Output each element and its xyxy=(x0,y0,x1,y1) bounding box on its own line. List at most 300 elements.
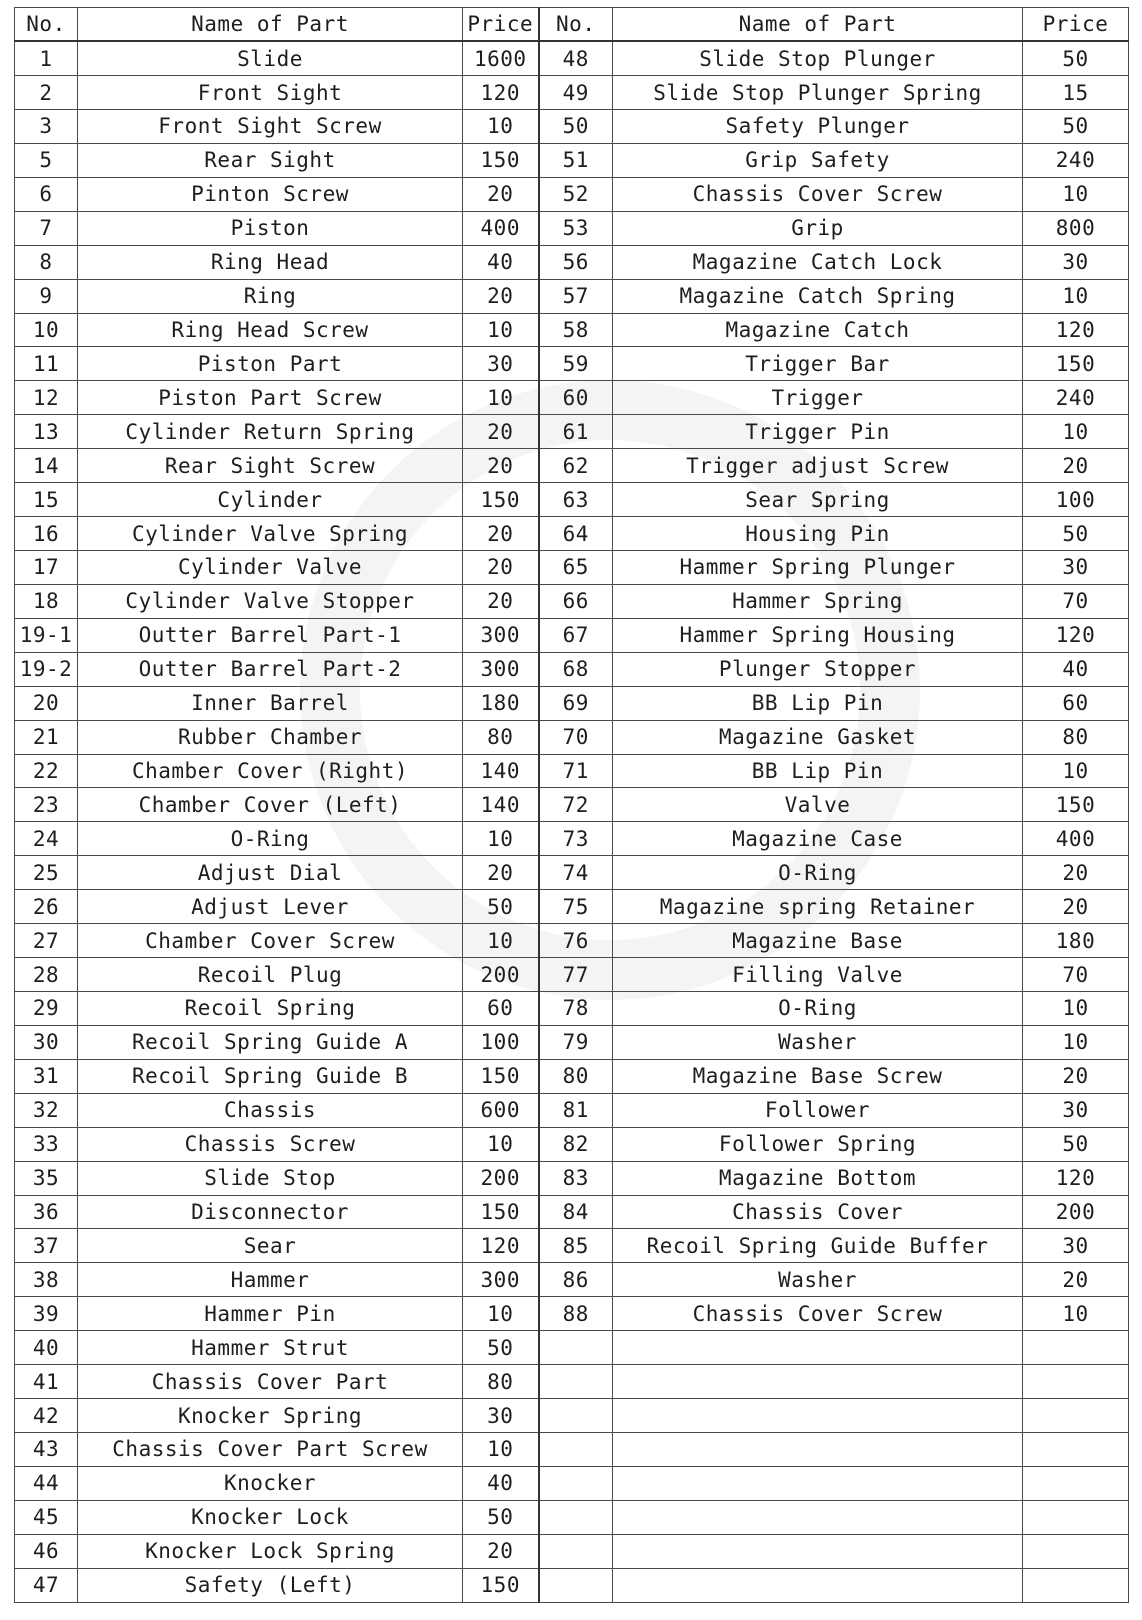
left-part-no: 33 xyxy=(15,1127,78,1161)
right-part-price: 10 xyxy=(1023,992,1129,1026)
table-row xyxy=(15,992,1129,1026)
left-part-no: 35 xyxy=(15,1161,78,1195)
right-part-name: Follower Spring xyxy=(613,1127,1023,1161)
left-part-name: Front Sight Screw xyxy=(78,110,463,144)
right-empty-cell xyxy=(613,1500,1023,1534)
right-part-price: 50 xyxy=(1023,1127,1129,1161)
right-part-name: Magazine Case xyxy=(613,822,1023,856)
right-part-name: BB Lip Pin xyxy=(613,686,1023,720)
right-empty-cell xyxy=(539,1365,613,1399)
left-part-no: 27 xyxy=(15,924,78,958)
right-part-price: 20 xyxy=(1023,449,1129,483)
right-empty-cell xyxy=(539,1399,613,1433)
left-part-name: Knocker Lock Spring xyxy=(78,1534,463,1568)
left-part-price: 20 xyxy=(463,551,539,585)
table-row xyxy=(15,1534,1129,1568)
right-part-no: 82 xyxy=(539,1127,613,1161)
right-part-name: O-Ring xyxy=(613,856,1023,890)
right-empty-cell xyxy=(613,1399,1023,1433)
table-row xyxy=(15,754,1129,788)
right-part-name: Chassis Cover Screw xyxy=(613,1297,1023,1331)
table-row xyxy=(15,652,1129,686)
right-part-name: Chassis Cover xyxy=(613,1195,1023,1229)
right-part-name: Washer xyxy=(613,1025,1023,1059)
right-part-name: Hammer Spring xyxy=(613,584,1023,618)
right-part-no: 72 xyxy=(539,788,613,822)
table-row xyxy=(15,1025,1129,1059)
right-part-no: 56 xyxy=(539,245,613,279)
left-part-name: Outter Barrel Part-1 xyxy=(78,618,463,652)
left-part-no: 43 xyxy=(15,1432,78,1466)
left-part-price: 20 xyxy=(463,584,539,618)
right-part-no: 70 xyxy=(539,720,613,754)
left-part-no: 25 xyxy=(15,856,78,890)
right-part-price: 70 xyxy=(1023,584,1129,618)
right-part-price: 20 xyxy=(1023,1059,1129,1093)
table-row xyxy=(15,449,1129,483)
right-part-price: 150 xyxy=(1023,347,1129,381)
left-part-name: Rear Sight Screw xyxy=(78,449,463,483)
left-part-no: 16 xyxy=(15,517,78,551)
left-part-no: 19-2 xyxy=(15,652,78,686)
left-part-name: Ring Head Screw xyxy=(78,313,463,347)
right-empty-cell xyxy=(1023,1500,1129,1534)
right-empty-cell xyxy=(1023,1331,1129,1365)
left-part-name: Recoil Spring Guide B xyxy=(78,1059,463,1093)
left-part-no: 36 xyxy=(15,1195,78,1229)
right-part-price: 30 xyxy=(1023,1229,1129,1263)
header-price-left: Price xyxy=(463,8,539,42)
right-part-price: 200 xyxy=(1023,1195,1129,1229)
right-empty-cell xyxy=(1023,1534,1129,1568)
left-part-no: 8 xyxy=(15,245,78,279)
left-part-name: Recoil Plug xyxy=(78,958,463,992)
left-part-name: Cylinder Valve xyxy=(78,551,463,585)
header-name-left: Name of Part xyxy=(78,8,463,42)
left-part-no: 10 xyxy=(15,313,78,347)
left-part-name: O-Ring xyxy=(78,822,463,856)
left-part-name: Chassis xyxy=(78,1093,463,1127)
right-empty-cell xyxy=(539,1466,613,1500)
left-part-no: 37 xyxy=(15,1229,78,1263)
right-part-no: 83 xyxy=(539,1161,613,1195)
table-row xyxy=(15,1331,1129,1365)
right-empty-cell xyxy=(539,1331,613,1365)
parts-table xyxy=(14,7,1129,1603)
right-part-price: 10 xyxy=(1023,279,1129,313)
right-part-name: Follower xyxy=(613,1093,1023,1127)
table-row xyxy=(15,211,1129,245)
right-part-price: 30 xyxy=(1023,245,1129,279)
left-part-name: Slide Stop xyxy=(78,1161,463,1195)
left-part-price: 50 xyxy=(463,1500,539,1534)
right-part-no: 63 xyxy=(539,483,613,517)
header-no-left: No. xyxy=(15,8,78,42)
left-part-no: 44 xyxy=(15,1466,78,1500)
left-part-no: 29 xyxy=(15,992,78,1026)
left-part-name: Disconnector xyxy=(78,1195,463,1229)
right-part-name: Magazine Catch Spring xyxy=(613,279,1023,313)
left-part-name: Recoil Spring Guide A xyxy=(78,1025,463,1059)
right-part-name: Filling Valve xyxy=(613,958,1023,992)
table-row xyxy=(15,1161,1129,1195)
left-part-name: Cylinder Valve Spring xyxy=(78,517,463,551)
table-row xyxy=(15,1263,1129,1297)
left-part-name: Piston xyxy=(78,211,463,245)
left-part-no: 47 xyxy=(15,1568,78,1602)
right-part-name: Magazine Bottom xyxy=(613,1161,1023,1195)
right-part-name: Housing Pin xyxy=(613,517,1023,551)
left-part-price: 50 xyxy=(463,890,539,924)
left-part-name: Sear xyxy=(78,1229,463,1263)
right-part-price: 30 xyxy=(1023,551,1129,585)
left-part-no: 1 xyxy=(15,41,78,76)
left-part-no: 2 xyxy=(15,76,78,110)
left-part-no: 7 xyxy=(15,211,78,245)
right-part-no: 76 xyxy=(539,924,613,958)
left-part-name: Rear Sight xyxy=(78,143,463,177)
left-part-no: 5 xyxy=(15,143,78,177)
table-row xyxy=(15,788,1129,822)
left-part-price: 40 xyxy=(463,245,539,279)
right-part-price: 20 xyxy=(1023,1263,1129,1297)
right-empty-cell xyxy=(1023,1432,1129,1466)
left-part-no: 14 xyxy=(15,449,78,483)
right-part-price: 800 xyxy=(1023,211,1129,245)
table-row xyxy=(15,41,1129,76)
left-part-name: Hammer Pin xyxy=(78,1297,463,1331)
table-row xyxy=(15,1466,1129,1500)
right-part-price: 30 xyxy=(1023,1093,1129,1127)
right-empty-cell xyxy=(1023,1365,1129,1399)
right-empty-cell xyxy=(613,1331,1023,1365)
left-part-no: 42 xyxy=(15,1399,78,1433)
right-empty-cell xyxy=(1023,1568,1129,1602)
left-part-price: 10 xyxy=(463,822,539,856)
left-part-no: 21 xyxy=(15,720,78,754)
left-part-no: 46 xyxy=(15,1534,78,1568)
left-part-name: Chamber Cover Screw xyxy=(78,924,463,958)
left-part-name: Chassis Screw xyxy=(78,1127,463,1161)
left-part-name: Cylinder Valve Stopper xyxy=(78,584,463,618)
left-part-price: 10 xyxy=(463,1297,539,1331)
header-no-right: No. xyxy=(539,8,613,42)
left-part-name: Pinton Screw xyxy=(78,177,463,211)
table-row xyxy=(15,890,1129,924)
right-part-no: 61 xyxy=(539,415,613,449)
left-part-no: 18 xyxy=(15,584,78,618)
right-part-no: 49 xyxy=(539,76,613,110)
left-part-name: Recoil Spring xyxy=(78,992,463,1026)
right-part-price: 400 xyxy=(1023,822,1129,856)
left-part-price: 1600 xyxy=(463,41,539,76)
right-part-no: 60 xyxy=(539,381,613,415)
right-part-no: 62 xyxy=(539,449,613,483)
left-part-price: 80 xyxy=(463,720,539,754)
right-part-price: 10 xyxy=(1023,1025,1129,1059)
parts-table-body xyxy=(15,41,1129,1603)
left-part-price: 600 xyxy=(463,1093,539,1127)
header-name-right: Name of Part xyxy=(613,8,1023,42)
left-part-price: 300 xyxy=(463,1263,539,1297)
table-row xyxy=(15,551,1129,585)
right-part-no: 85 xyxy=(539,1229,613,1263)
left-part-no: 28 xyxy=(15,958,78,992)
left-part-price: 120 xyxy=(463,76,539,110)
right-empty-cell xyxy=(613,1466,1023,1500)
left-part-price: 10 xyxy=(463,924,539,958)
table-row xyxy=(15,1500,1129,1534)
right-part-name: Magazine Catch xyxy=(613,313,1023,347)
left-part-no: 20 xyxy=(15,686,78,720)
left-part-price: 150 xyxy=(463,143,539,177)
right-empty-cell xyxy=(613,1432,1023,1466)
right-part-price: 80 xyxy=(1023,720,1129,754)
right-part-name: Magazine Catch Lock xyxy=(613,245,1023,279)
table-row xyxy=(15,177,1129,211)
table-header-row xyxy=(15,8,1129,42)
left-part-price: 120 xyxy=(463,1229,539,1263)
table-row xyxy=(15,584,1129,618)
left-part-name: Rubber Chamber xyxy=(78,720,463,754)
left-part-price: 200 xyxy=(463,958,539,992)
right-part-name: Recoil Spring Guide Buffer xyxy=(613,1229,1023,1263)
right-part-price: 70 xyxy=(1023,958,1129,992)
right-part-name: Hammer Spring Housing xyxy=(613,618,1023,652)
left-part-no: 30 xyxy=(15,1025,78,1059)
right-part-name: O-Ring xyxy=(613,992,1023,1026)
left-part-price: 20 xyxy=(463,517,539,551)
left-part-price: 40 xyxy=(463,1466,539,1500)
table-row xyxy=(15,517,1129,551)
left-part-price: 10 xyxy=(463,110,539,144)
left-part-name: Inner Barrel xyxy=(78,686,463,720)
table-row xyxy=(15,1229,1129,1263)
right-part-no: 69 xyxy=(539,686,613,720)
right-part-name: Trigger Bar xyxy=(613,347,1023,381)
left-part-price: 10 xyxy=(463,1432,539,1466)
right-part-no: 50 xyxy=(539,110,613,144)
right-part-no: 67 xyxy=(539,618,613,652)
left-part-no: 41 xyxy=(15,1365,78,1399)
right-part-no: 78 xyxy=(539,992,613,1026)
right-empty-cell xyxy=(539,1568,613,1602)
right-part-price: 10 xyxy=(1023,177,1129,211)
table-row xyxy=(15,958,1129,992)
right-part-no: 75 xyxy=(539,890,613,924)
right-part-name: Trigger adjust Screw xyxy=(613,449,1023,483)
left-part-price: 20 xyxy=(463,856,539,890)
left-part-no: 40 xyxy=(15,1331,78,1365)
right-part-no: 64 xyxy=(539,517,613,551)
left-part-no: 24 xyxy=(15,822,78,856)
right-part-no: 86 xyxy=(539,1263,613,1297)
left-part-price: 60 xyxy=(463,992,539,1026)
right-part-name: Hammer Spring Plunger xyxy=(613,551,1023,585)
right-part-name: Plunger Stopper xyxy=(613,652,1023,686)
right-part-no: 57 xyxy=(539,279,613,313)
left-part-price: 20 xyxy=(463,449,539,483)
left-part-price: 150 xyxy=(463,483,539,517)
right-part-no: 65 xyxy=(539,551,613,585)
left-part-name: Chamber Cover (Right) xyxy=(78,754,463,788)
table-row xyxy=(15,1568,1129,1602)
right-part-name: Slide Stop Plunger Spring xyxy=(613,76,1023,110)
table-row xyxy=(15,143,1129,177)
left-part-name: Ring xyxy=(78,279,463,313)
left-part-price: 20 xyxy=(463,1534,539,1568)
left-part-no: 12 xyxy=(15,381,78,415)
table-row xyxy=(15,76,1129,110)
left-part-name: Hammer xyxy=(78,1263,463,1297)
left-part-no: 6 xyxy=(15,177,78,211)
right-part-no: 77 xyxy=(539,958,613,992)
left-part-price: 300 xyxy=(463,652,539,686)
left-part-no: 22 xyxy=(15,754,78,788)
right-part-price: 20 xyxy=(1023,856,1129,890)
right-part-no: 68 xyxy=(539,652,613,686)
left-part-name: Piston Part xyxy=(78,347,463,381)
right-part-price: 10 xyxy=(1023,415,1129,449)
left-part-price: 10 xyxy=(463,381,539,415)
left-part-no: 13 xyxy=(15,415,78,449)
left-part-no: 11 xyxy=(15,347,78,381)
right-part-no: 66 xyxy=(539,584,613,618)
right-part-no: 79 xyxy=(539,1025,613,1059)
table-row xyxy=(15,822,1129,856)
left-part-price: 20 xyxy=(463,177,539,211)
left-part-no: 39 xyxy=(15,1297,78,1331)
right-part-no: 53 xyxy=(539,211,613,245)
right-part-no: 48 xyxy=(539,41,613,76)
left-part-no: 26 xyxy=(15,890,78,924)
right-part-name: Magazine Base Screw xyxy=(613,1059,1023,1093)
table-row xyxy=(15,1059,1129,1093)
table-row xyxy=(15,483,1129,517)
left-part-price: 20 xyxy=(463,415,539,449)
left-part-price: 10 xyxy=(463,313,539,347)
table-row xyxy=(15,618,1129,652)
right-part-price: 240 xyxy=(1023,381,1129,415)
left-part-name: Cylinder xyxy=(78,483,463,517)
left-part-price: 300 xyxy=(463,618,539,652)
left-part-no: 45 xyxy=(15,1500,78,1534)
right-part-no: 80 xyxy=(539,1059,613,1093)
table-row xyxy=(15,279,1129,313)
table-row xyxy=(15,1297,1129,1331)
left-part-no: 38 xyxy=(15,1263,78,1297)
right-part-name: BB Lip Pin xyxy=(613,754,1023,788)
right-empty-cell xyxy=(539,1500,613,1534)
table-row xyxy=(15,1195,1129,1229)
left-part-name: Front Sight xyxy=(78,76,463,110)
table-row xyxy=(15,381,1129,415)
right-part-price: 10 xyxy=(1023,1297,1129,1331)
right-part-price: 60 xyxy=(1023,686,1129,720)
table-row xyxy=(15,1093,1129,1127)
left-part-no: 17 xyxy=(15,551,78,585)
right-part-no: 51 xyxy=(539,143,613,177)
left-part-name: Adjust Lever xyxy=(78,890,463,924)
right-part-price: 15 xyxy=(1023,76,1129,110)
right-part-name: Trigger xyxy=(613,381,1023,415)
right-part-name: Chassis Cover Screw xyxy=(613,177,1023,211)
table-row xyxy=(15,686,1129,720)
right-part-price: 40 xyxy=(1023,652,1129,686)
left-part-name: Piston Part Screw xyxy=(78,381,463,415)
right-part-no: 74 xyxy=(539,856,613,890)
right-part-price: 20 xyxy=(1023,890,1129,924)
right-part-name: Magazine Base xyxy=(613,924,1023,958)
right-part-no: 88 xyxy=(539,1297,613,1331)
right-part-price: 50 xyxy=(1023,110,1129,144)
right-empty-cell xyxy=(613,1568,1023,1602)
right-part-price: 10 xyxy=(1023,754,1129,788)
right-empty-cell xyxy=(1023,1466,1129,1500)
table-row xyxy=(15,313,1129,347)
table-row xyxy=(15,245,1129,279)
left-part-name: Knocker Spring xyxy=(78,1399,463,1433)
right-part-name: Safety Plunger xyxy=(613,110,1023,144)
right-empty-cell xyxy=(613,1534,1023,1568)
right-part-name: Slide Stop Plunger xyxy=(613,41,1023,76)
header-price-right: Price xyxy=(1023,8,1129,42)
right-part-price: 240 xyxy=(1023,143,1129,177)
right-part-no: 84 xyxy=(539,1195,613,1229)
left-part-name: Outter Barrel Part-2 xyxy=(78,652,463,686)
right-part-price: 150 xyxy=(1023,788,1129,822)
left-part-name: Chassis Cover Part Screw xyxy=(78,1432,463,1466)
left-part-name: Chassis Cover Part xyxy=(78,1365,463,1399)
table-row xyxy=(15,415,1129,449)
left-part-no: 3 xyxy=(15,110,78,144)
right-part-name: Grip Safety xyxy=(613,143,1023,177)
right-part-name: Magazine Gasket xyxy=(613,720,1023,754)
left-part-name: Hammer Strut xyxy=(78,1331,463,1365)
left-part-no: 23 xyxy=(15,788,78,822)
left-part-name: Cylinder Return Spring xyxy=(78,415,463,449)
left-part-name: Adjust Dial xyxy=(78,856,463,890)
table-row xyxy=(15,856,1129,890)
left-part-name: Chamber Cover (Left) xyxy=(78,788,463,822)
right-part-name: Sear Spring xyxy=(613,483,1023,517)
right-part-no: 73 xyxy=(539,822,613,856)
left-part-price: 200 xyxy=(463,1161,539,1195)
right-empty-cell xyxy=(1023,1399,1129,1433)
left-part-name: Slide xyxy=(78,41,463,76)
left-part-price: 150 xyxy=(463,1568,539,1602)
left-part-price: 30 xyxy=(463,1399,539,1433)
right-part-price: 50 xyxy=(1023,517,1129,551)
left-part-name: Knocker Lock xyxy=(78,1500,463,1534)
right-part-name: Washer xyxy=(613,1263,1023,1297)
right-part-name: Grip xyxy=(613,211,1023,245)
right-part-price: 180 xyxy=(1023,924,1129,958)
left-part-no: 9 xyxy=(15,279,78,313)
right-empty-cell xyxy=(613,1365,1023,1399)
right-empty-cell xyxy=(539,1534,613,1568)
table-row xyxy=(15,1127,1129,1161)
table-row xyxy=(15,924,1129,958)
table-row xyxy=(15,720,1129,754)
left-part-no: 19-1 xyxy=(15,618,78,652)
right-empty-cell xyxy=(539,1432,613,1466)
left-part-price: 30 xyxy=(463,347,539,381)
table-row xyxy=(15,1365,1129,1399)
right-part-no: 59 xyxy=(539,347,613,381)
right-part-no: 58 xyxy=(539,313,613,347)
right-part-price: 100 xyxy=(1023,483,1129,517)
